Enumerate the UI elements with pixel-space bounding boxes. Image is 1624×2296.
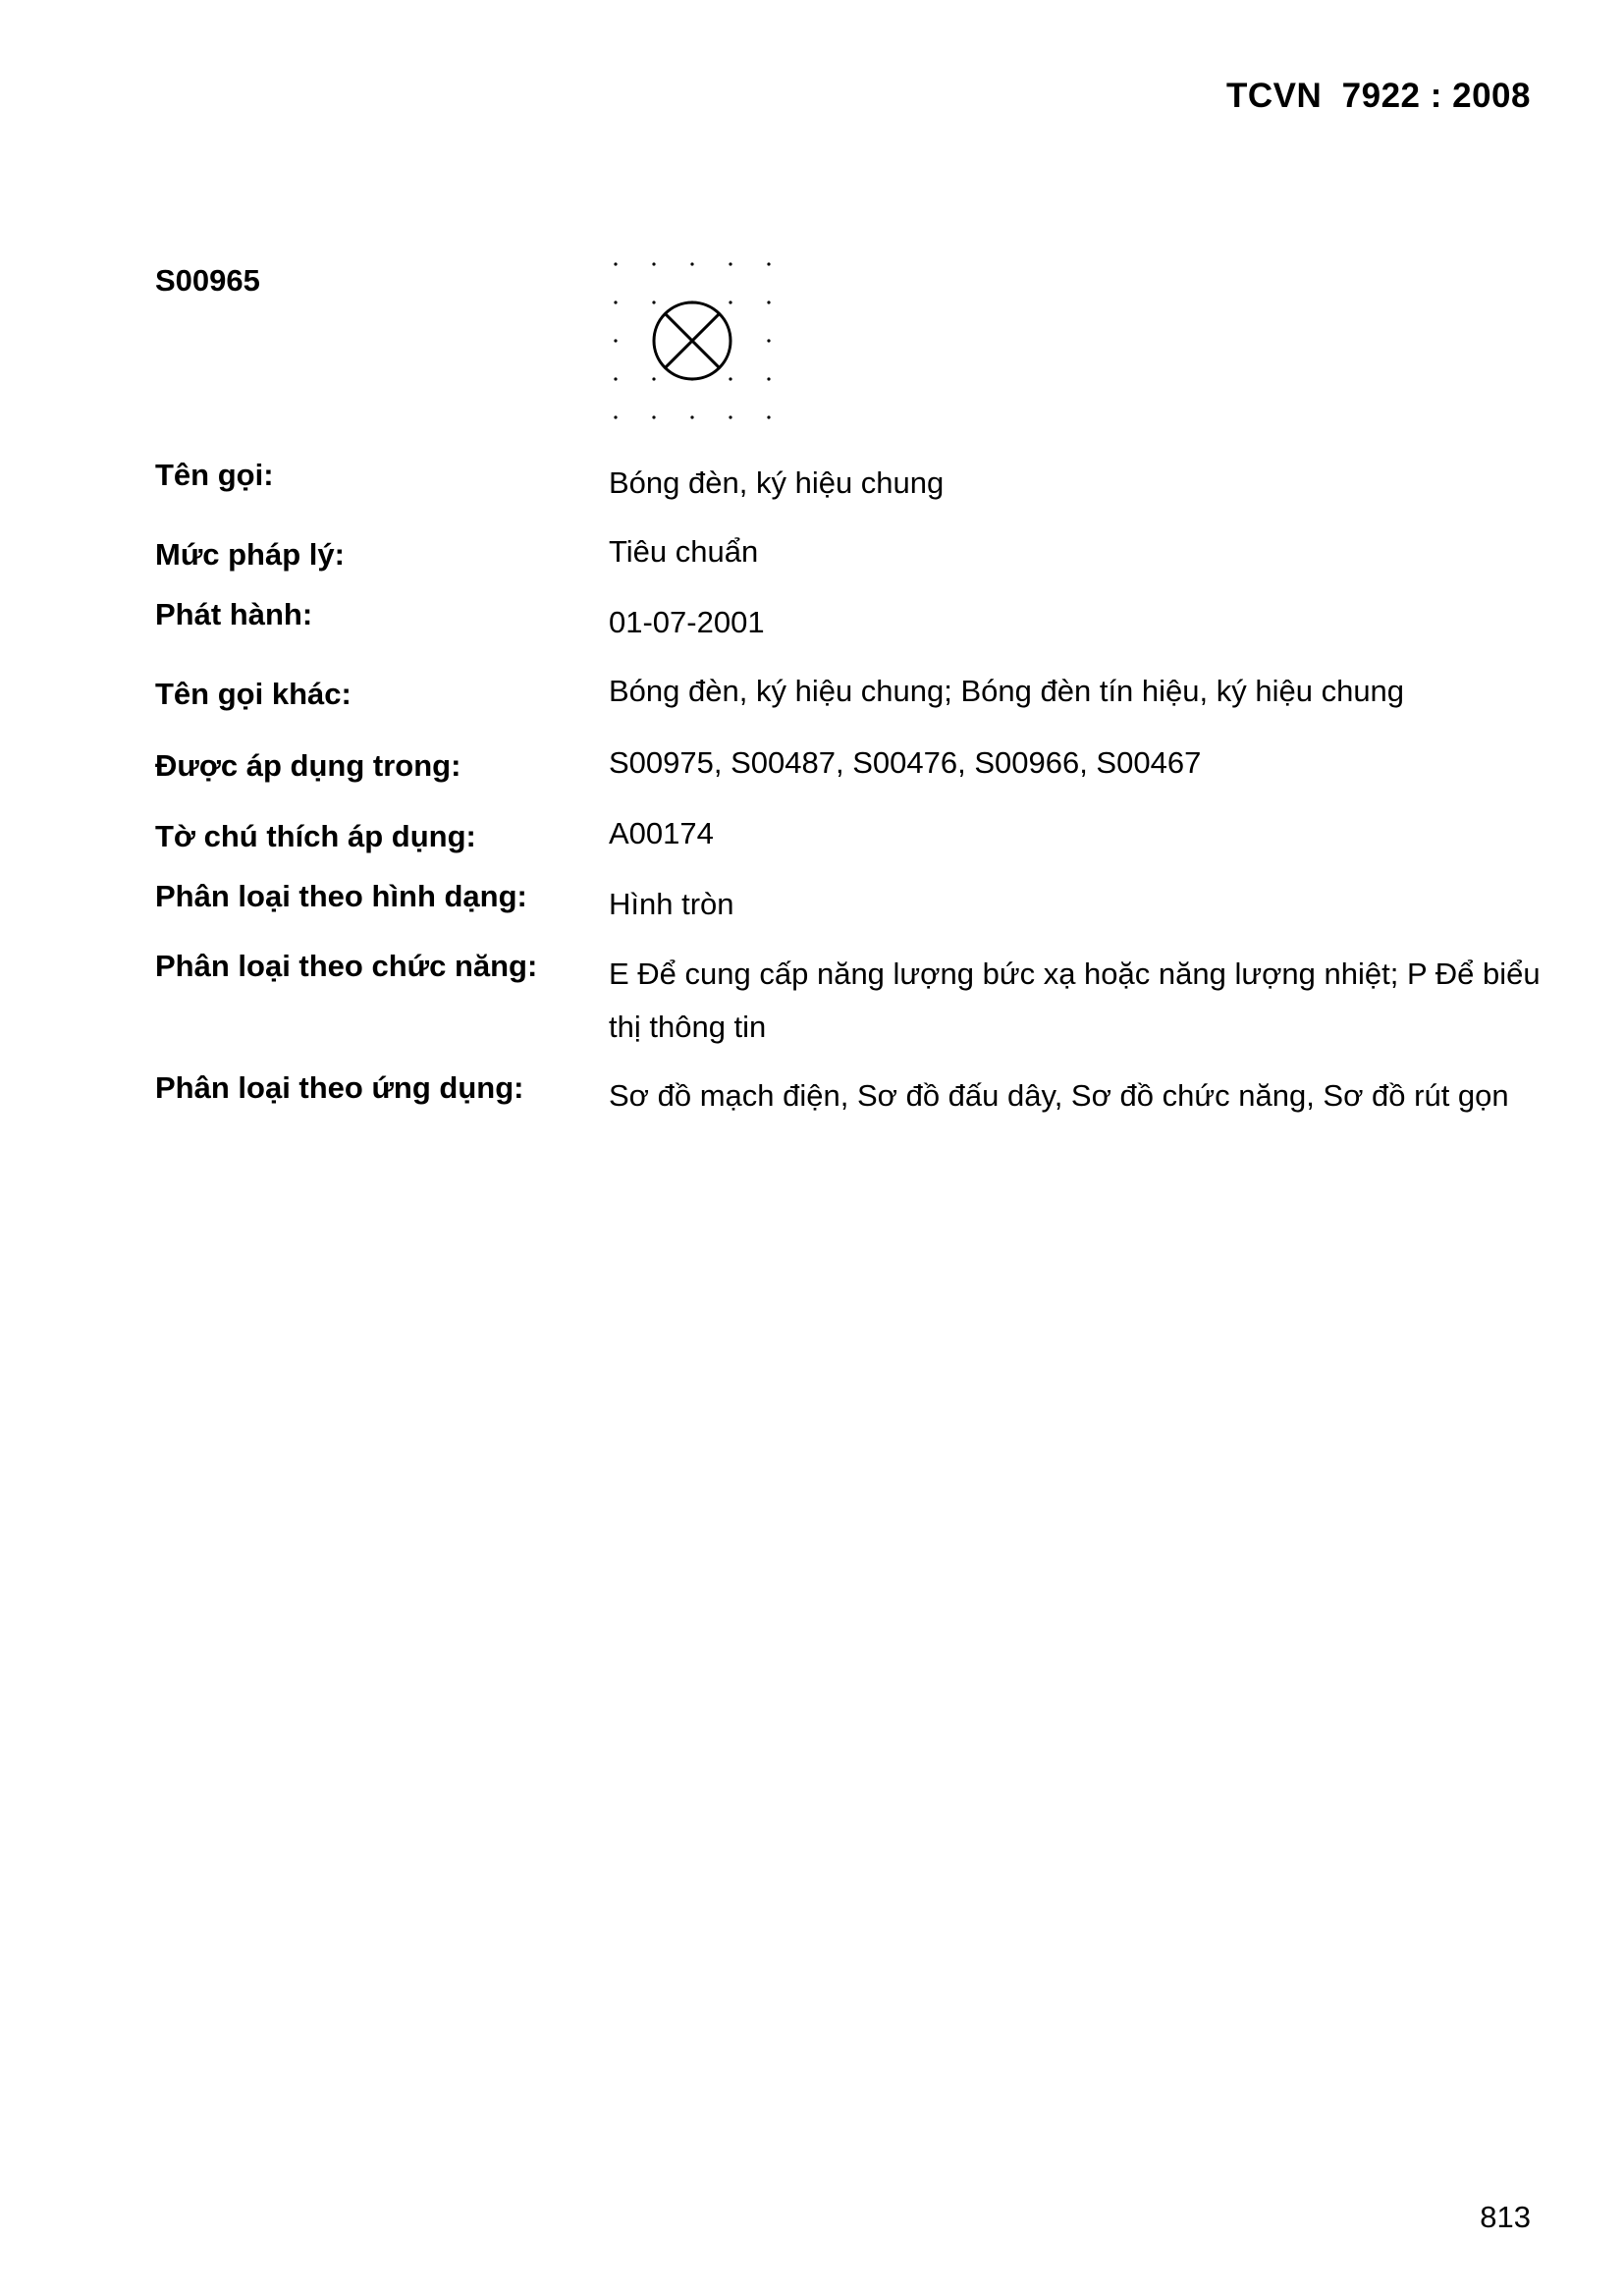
value-issued: 01-07-2001: [609, 605, 765, 639]
label-shape-class: Phân loại theo hình dạng:: [155, 879, 527, 913]
value-application-notes: A00174: [609, 816, 714, 850]
standard-header: TCVN 7922 : 2008: [1225, 77, 1531, 115]
label-function-class: Phân loại theo chức năng:: [155, 949, 538, 983]
value-name: Bóng đèn, ký hiệu chung: [609, 465, 945, 500]
label-name: Tên gọi:: [155, 458, 274, 492]
label-issued: Phát hành:: [155, 597, 313, 631]
value-application-class: Sơ đồ mạch điện, Sơ đồ đấu dây, Sơ đồ chức năng, Sơ đồ rút gọn: [609, 1078, 1509, 1113]
value-other-names: Bóng đèn, ký hiệu chung; Bóng đèn tín hiệu, ký hiệu chung: [609, 674, 1405, 708]
value-legal-level: Tiêu chuẩn: [609, 534, 759, 569]
value-applied-in: S00975, S00487, S00476, S00966, S00467: [609, 745, 1202, 780]
lamp-cross-circle-icon: [601, 249, 784, 432]
value-shape-class: Hình tròn: [609, 887, 734, 921]
value-function-class: E Để cung cấp năng lượng bức xạ hoặc năng lượng nhiệt; P Để biểu thị thông tin: [609, 957, 1541, 1044]
label-application-notes: Tờ chú thích áp dụng:: [155, 819, 476, 853]
page-number: 813: [1480, 2200, 1531, 2234]
label-applied-in: Được áp dụng trong:: [155, 748, 461, 783]
symbol-code: S00965: [155, 263, 260, 298]
label-other-names: Tên gọi khác:: [155, 677, 352, 711]
label-application-class: Phân loại theo ứng dụng:: [155, 1070, 524, 1105]
label-legal-level: Mức pháp lý:: [155, 537, 345, 572]
